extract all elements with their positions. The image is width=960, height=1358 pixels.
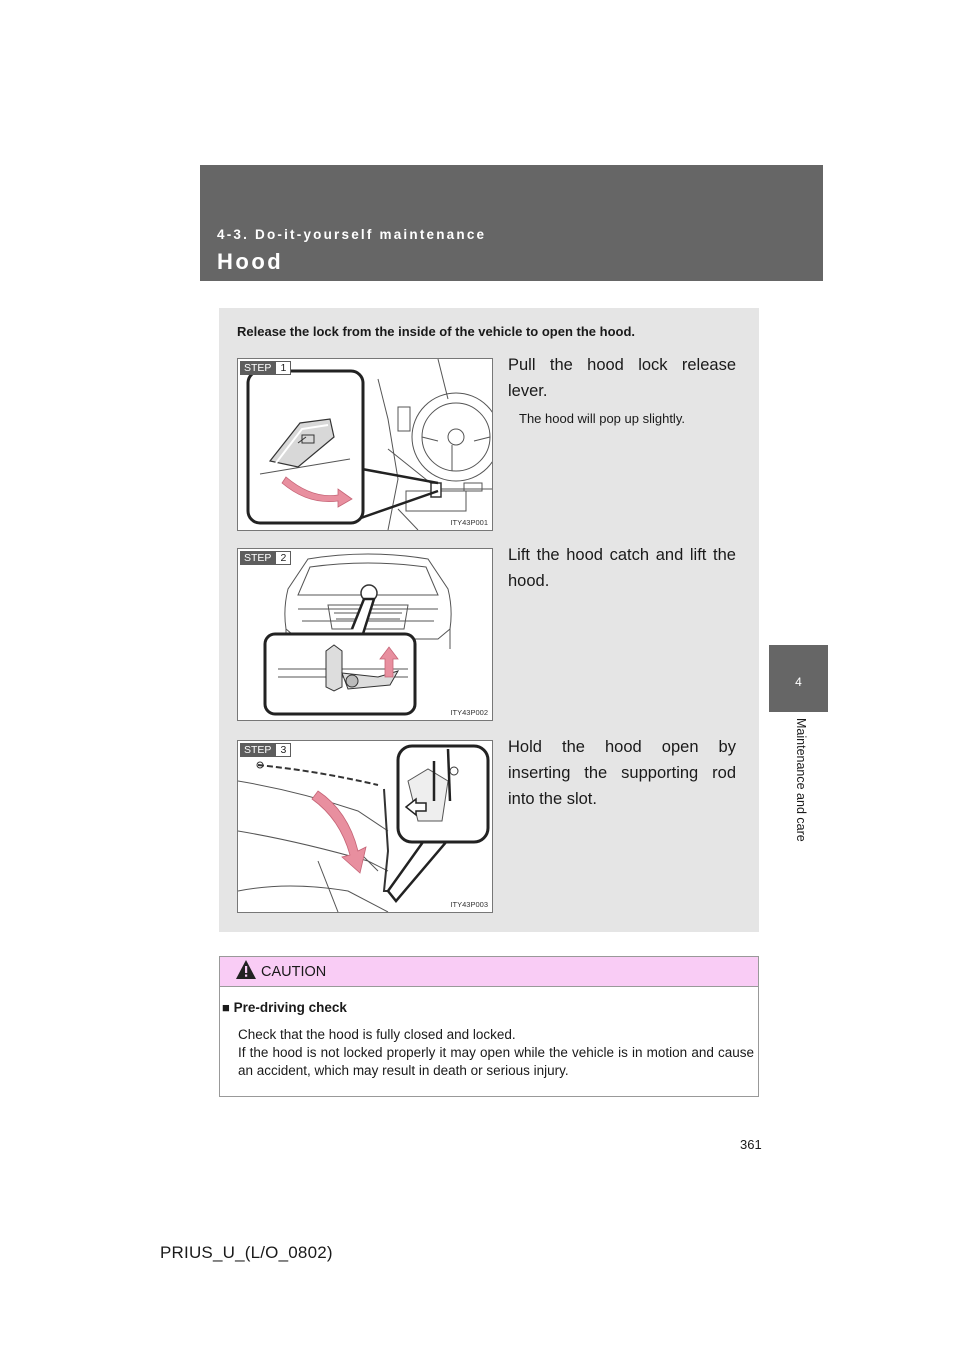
- caution-header: [220, 957, 758, 987]
- intro-text: Release the lock from the inside of the vehicle to open the hood.: [237, 324, 636, 339]
- figure-code: ITY43P003: [450, 900, 488, 909]
- step-1-text: Pull the hood lock release lever.: [508, 356, 736, 400]
- chapter-label: Maintenance and care: [794, 718, 808, 842]
- caution-title: CAUTION: [261, 964, 327, 980]
- section-header: [200, 165, 823, 281]
- hood-catch-illustration: [238, 549, 492, 720]
- caution-box: [219, 956, 759, 1097]
- step-1-figure: [237, 358, 493, 531]
- caution-subheading: [222, 1000, 347, 1015]
- hood-release-lever-illustration: [238, 359, 492, 530]
- caution-line-2: If the hood is not locked properly it may open while the vehicle is in motion and cause an accident, which may result in death or serious injury.: [238, 1045, 754, 1078]
- document-code: PRIUS_U_(L/O_0802): [160, 1243, 333, 1262]
- caution-subheading-text: Pre-driving check: [233, 1000, 347, 1015]
- step-2-figure: [237, 548, 493, 721]
- step-2-text: Lift the hood catch and lift the hood.: [508, 546, 736, 590]
- step-1-badge: STEP 1: [240, 361, 291, 375]
- figure-code: ITY43P001: [450, 518, 488, 527]
- caution-line-1: Check that the hood is fully closed and locked.: [238, 1027, 516, 1042]
- hood-support-rod-illustration: [238, 741, 492, 912]
- square-bullet-icon: ■: [222, 1000, 230, 1015]
- step-2-badge: STEP 2: [240, 551, 291, 565]
- section-label: 4-3. Do-it-yourself maintenance: [217, 227, 487, 242]
- step-3-figure: [237, 740, 493, 913]
- chapter-tab: [769, 645, 828, 712]
- warning-triangle-icon: [235, 959, 257, 980]
- step-1-note: The hood will pop up slightly.: [519, 411, 685, 426]
- step-3-text: Hold the hood open by inserting the supporting rod into the slot.: [508, 738, 736, 808]
- figure-code: ITY43P002: [450, 708, 488, 717]
- caution-body: [238, 1026, 754, 1080]
- instructions-panel: [219, 308, 759, 932]
- chapter-number: 4: [795, 675, 802, 689]
- page-title: Hood: [217, 249, 284, 274]
- page-number: 361: [740, 1137, 762, 1152]
- step-3-badge: STEP 3: [240, 743, 291, 757]
